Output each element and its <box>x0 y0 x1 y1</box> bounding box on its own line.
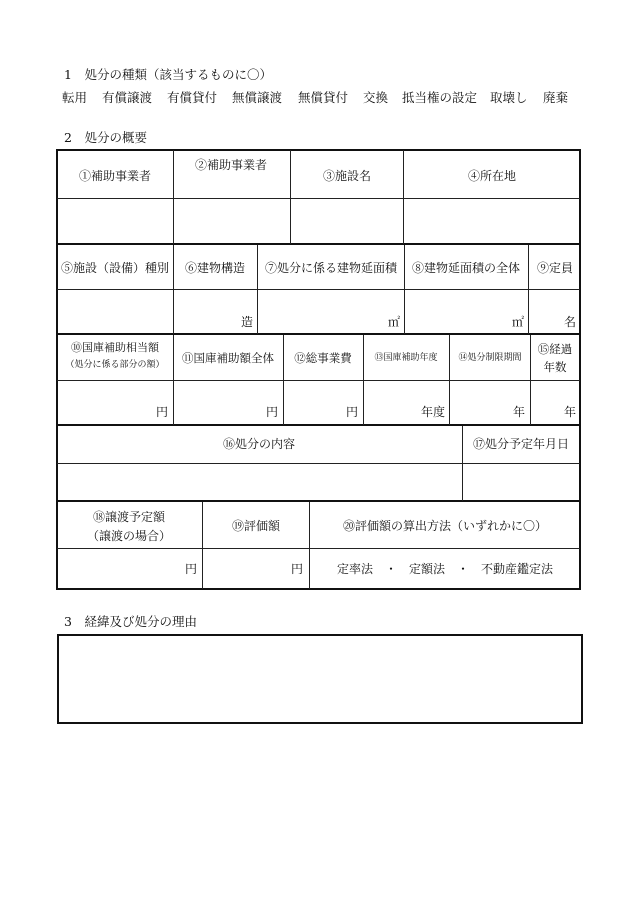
header-disposal-restriction-period: ⑭処分制限期間 <box>458 353 522 363</box>
input-planned-transfer-amount[interactable] <box>58 550 201 588</box>
unit-years-15: 年 <box>563 405 576 419</box>
unit-fiscal-year: 年度 <box>420 405 445 419</box>
section1-heading: 1 処分の種類（該当するものに〇） <box>64 67 272 82</box>
header-valuation-method: ⑳評価額の算出方法（いずれかに〇） <box>342 519 548 533</box>
input-subsidy-total[interactable] <box>175 382 282 423</box>
reason-textbox[interactable] <box>57 634 583 724</box>
section3-heading: 3 経緯及び処分の理由 <box>64 614 197 629</box>
header-appraised-value: ⑲評価額 <box>231 519 281 533</box>
unit-yen-18: 円 <box>184 562 197 576</box>
input-planned-date[interactable] <box>464 465 579 499</box>
separator-1 <box>56 243 581 245</box>
header-subsidy-fiscal-year: ⑬国庫補助年度 <box>374 353 438 363</box>
unit-sqm-disposal: ㎡ <box>387 315 400 329</box>
header-subsidized-operator-2: ②補助事業者 <box>194 158 268 172</box>
header-national-subsidy-equivalent: ⑩国庫補助相当額 <box>71 341 159 354</box>
input-disposal-content[interactable] <box>58 465 461 499</box>
input-subsidy-equivalent[interactable] <box>58 382 172 423</box>
header-facility-type: ⑤施設（設備）種別 <box>60 261 170 275</box>
option-mortgage[interactable]: 抵当権の設定 <box>402 90 478 105</box>
header-national-subsidy-equivalent-note: （処分に係る部分の額） <box>65 360 165 370</box>
header-planned-disposal-date: ⑰処分予定年月日 <box>472 437 570 451</box>
header-capacity: ⑨定員 <box>536 261 574 275</box>
option-free-lease[interactable]: 無償貸付 <box>298 90 349 105</box>
header-location: ④所在地 <box>467 169 517 183</box>
option-conversion[interactable]: 転用 <box>62 90 88 105</box>
header-building-structure: ⑥建物構造 <box>184 261 246 275</box>
separator-2 <box>56 333 581 335</box>
input-facility-name[interactable] <box>292 200 402 242</box>
option-paid-lease[interactable]: 有償貸付 <box>167 90 218 105</box>
header-elapsed-years-1: ⑮経過 <box>537 342 573 356</box>
option-demolition[interactable]: 取壊し <box>490 90 528 105</box>
valuation-method-options[interactable]: 定率法 ・ 定額法 ・ 不動産鑑定法 <box>336 562 554 576</box>
header-total-floor-area: ⑧建物延面積の全体 <box>411 261 521 275</box>
unit-yen-11: 円 <box>265 405 278 419</box>
input-operator-2[interactable] <box>175 200 289 242</box>
input-operator-1[interactable] <box>58 200 172 242</box>
input-elapsed-years[interactable] <box>532 382 579 423</box>
header-planned-transfer-amount: ⑱譲渡予定額 <box>92 510 166 524</box>
unit-yen-19: 円 <box>290 562 303 576</box>
unit-sqm-total: ㎡ <box>511 315 524 329</box>
separator-3 <box>56 424 581 426</box>
header-disposal-content: ⑯処分の内容 <box>222 437 296 451</box>
unit-structure: 造 <box>240 315 253 329</box>
input-disposal-floor-area[interactable] <box>259 291 403 332</box>
input-restriction-period[interactable] <box>451 382 529 423</box>
header-disposal-floor-area: ⑦処分に係る建物延面積 <box>264 261 398 275</box>
option-exchange[interactable]: 交換 <box>363 90 389 105</box>
unit-persons: 名 <box>563 315 576 329</box>
input-total-project-cost[interactable] <box>285 382 362 423</box>
input-appraised-value[interactable] <box>204 550 308 588</box>
unit-years-14: 年 <box>512 405 525 419</box>
section2-heading: 2 処分の概要 <box>64 130 147 145</box>
header-planned-transfer-note: （譲渡の場合） <box>86 529 172 543</box>
input-capacity[interactable] <box>530 291 579 332</box>
option-disposal[interactable]: 廃棄 <box>543 90 569 105</box>
input-total-floor-area[interactable] <box>406 291 527 332</box>
header-subsidized-operator-1: ①補助事業者 <box>78 169 152 183</box>
input-building-structure[interactable] <box>175 291 256 332</box>
option-free-transfer[interactable]: 無償譲渡 <box>232 90 283 105</box>
separator-4 <box>56 500 581 502</box>
unit-yen-12: 円 <box>345 405 358 419</box>
input-facility-type[interactable] <box>58 291 172 332</box>
option-paid-transfer[interactable]: 有償譲渡 <box>102 90 153 105</box>
header-elapsed-years-2: 年数 <box>543 360 567 374</box>
header-total-project-cost: ⑫総事業費 <box>294 351 352 365</box>
input-location[interactable] <box>405 200 579 242</box>
header-facility-name: ③施設名 <box>322 169 372 183</box>
input-fiscal-year[interactable] <box>365 382 448 423</box>
unit-yen-10: 円 <box>155 405 168 419</box>
header-national-subsidy-total: ⑪国庫補助額全体 <box>182 351 274 365</box>
